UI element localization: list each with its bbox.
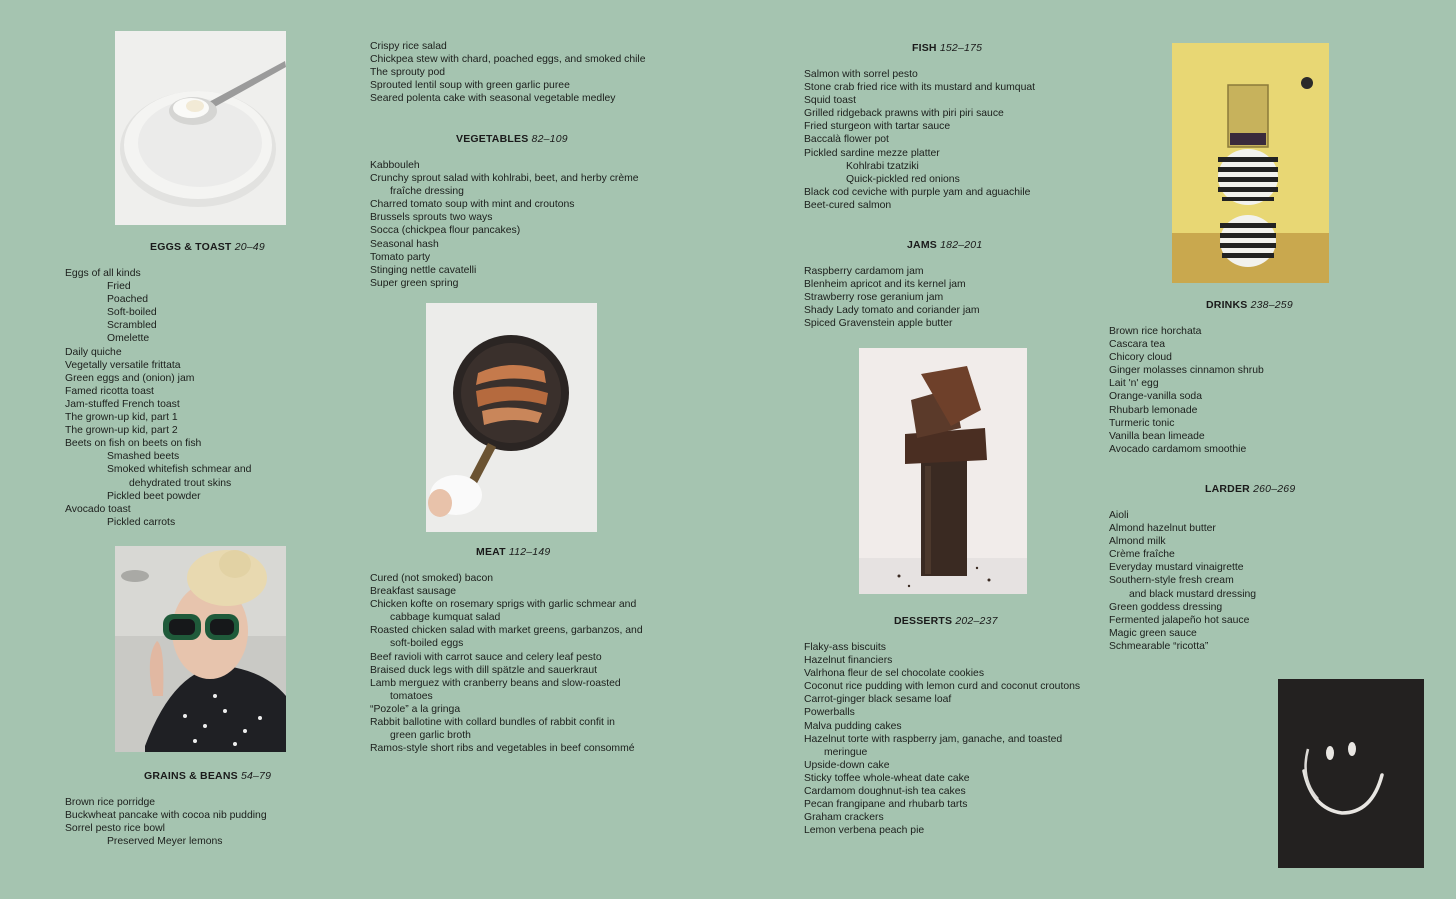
recipe-item: Stinging nettle cavatelli (370, 264, 477, 276)
recipe-item: Pickled sardine mezze platter (804, 147, 940, 159)
page-range: 238–259 (1250, 299, 1293, 311)
recipe-item: Raspberry cardamom jam (804, 266, 924, 277)
recipe-item: soft-boiled eggs (390, 638, 464, 650)
recipe-item: Carrot-ginger black sesame loaf (804, 694, 952, 706)
page-range: 82–109 (531, 133, 568, 145)
section-heading-fish (912, 42, 982, 54)
recipe-item: Southern-style fresh cream (1109, 575, 1234, 587)
recipe-list-jams (804, 265, 980, 330)
page-range: 112–149 (508, 546, 551, 558)
recipe-item: Hazelnut financiers (804, 655, 893, 667)
recipe-item: Fried (107, 281, 131, 293)
recipe-item: “Pozole” a la gringa (370, 703, 461, 715)
recipe-item: Ginger molasses cinnamon shrub (1109, 365, 1264, 377)
bacon-in-skillet-photo (426, 303, 597, 532)
recipe-item: Graham crackers (804, 812, 884, 824)
recipe-item: Stone crab fried rice with its mustard and kumquat (804, 82, 1036, 94)
recipe-item: Strawberry rose geranium jam (804, 292, 944, 304)
recipe-item: The grown-up kid, part 1 (65, 412, 178, 424)
page-range: 20–49 (234, 241, 265, 253)
recipe-item: tomatoes (390, 690, 433, 702)
recipe-item: Green eggs and (onion) jam (65, 372, 195, 384)
section-title: DESSERTS (894, 615, 953, 627)
recipe-item: Hazelnut torte with raspberry jam, ganache, and toasted (804, 733, 1063, 745)
section-title: FISH (912, 42, 937, 54)
recipe-item: Upside-down cake (804, 759, 890, 771)
page-range: 202–237 (955, 615, 998, 627)
recipe-list-drinks (1109, 325, 1264, 456)
recipe-item: Sprouted lentil soup with green garlic puree (370, 80, 570, 92)
recipe-item: green garlic broth (390, 730, 471, 742)
section-heading-jams (907, 239, 982, 251)
recipe-item: Rabbit ballotine with collard bundles of rabbit confit in (370, 717, 615, 729)
recipe-item: Cardamom doughnut-ish tea cakes (804, 786, 966, 798)
page-range: 260–269 (1253, 483, 1296, 495)
recipe-item: fraîche dressing (390, 186, 464, 198)
recipe-item: Jam-stuffed French toast (65, 398, 180, 410)
recipe-item: Flaky-ass biscuits (804, 642, 886, 653)
recipe-item: Scrambled (107, 320, 157, 332)
recipe-item: Famed ricotta toast (65, 385, 154, 397)
recipe-item: Blenheim apricot and its kernel jam (804, 279, 966, 291)
recipe-item: Spiced Gravenstein apple butter (804, 318, 953, 330)
recipe-item: Sticky toffee whole-wheat date cake (804, 772, 970, 784)
recipe-item: Omelette (107, 333, 150, 345)
recipe-list-grains-beans (65, 796, 267, 848)
recipe-item: Almond milk (1109, 536, 1166, 548)
recipe-item: Beet-cured salmon (804, 199, 892, 211)
page-range: 152–175 (939, 42, 983, 54)
section-title: MEAT (476, 546, 506, 558)
recipe-item: Salmon with sorrel pesto (804, 69, 918, 80)
recipe-item: Breakfast sausage (370, 586, 457, 598)
recipe-item: Crunchy sprout salad with kohlrabi, beet, and herby crème (370, 173, 639, 185)
section-heading-meat (476, 546, 550, 558)
recipe-item: Brown rice porridge (65, 797, 156, 808)
recipe-item: Powerballs (804, 707, 855, 719)
recipe-item: Tomato party (370, 251, 431, 263)
recipe-item: Buckwheat pancake with cocoa nib pudding (65, 810, 267, 822)
recipe-item: Braised duck legs with dill spätzle and sauerkraut (370, 664, 597, 676)
recipe-item: Poached (107, 294, 149, 306)
recipe-item: Avocado toast (65, 503, 131, 515)
plate-with-spoon-photo (115, 31, 286, 225)
recipe-item: Smashed beets (107, 451, 180, 463)
recipe-list-vegetables (370, 159, 639, 290)
recipe-item: Magic green sauce (1109, 627, 1197, 639)
section-heading-desserts (894, 615, 998, 627)
recipe-item: Kohlrabi tzatziki (846, 160, 919, 172)
recipe-item: Beef ravioli with carrot sauce and celery leaf pesto (370, 651, 602, 663)
recipe-item: Chickpea stew with chard, poached eggs, and smoked chile (370, 54, 646, 66)
page-range: 54–79 (240, 770, 272, 782)
recipe-item: Seared polenta cake with seasonal vegetable medley (370, 93, 616, 105)
recipe-item: meringue (824, 746, 868, 758)
recipe-item: The grown-up kid, part 2 (65, 425, 178, 437)
section-heading-larder (1205, 483, 1295, 495)
recipe-item: Grilled ridgeback prawns with piri piri sauce (804, 108, 1004, 120)
recipe-list-fish (804, 68, 1035, 212)
recipe-item: Quick-pickled red onions (846, 173, 960, 185)
recipe-list-larder (1109, 509, 1256, 653)
recipe-list-eggs-toast (65, 267, 251, 529)
section-heading-vegetables (456, 133, 568, 145)
recipe-list-grains-continued (370, 40, 646, 105)
recipe-item: Seasonal hash (370, 238, 439, 250)
recipe-item: Smoked whitefish schmear and (107, 464, 252, 476)
recipe-list-meat (370, 572, 643, 755)
recipe-item: Orange-vanilla soda (1109, 391, 1202, 403)
recipe-item: Eggs of all kinds (65, 268, 141, 279)
recipe-item: Chicken kofte on rosemary sprigs with garlic schmear and (370, 599, 637, 611)
recipe-item: Charred tomato soup with mint and croutons (370, 199, 575, 211)
recipe-item: Turmeric tonic (1109, 417, 1175, 429)
recipe-item: Brussels sprouts two ways (370, 212, 493, 224)
recipe-item: Schmearable “ricotta” (1109, 640, 1209, 652)
section-heading-eggs-toast (150, 241, 265, 253)
recipe-item: Coconut rice pudding with lemon curd and coconut croutons (804, 681, 1081, 693)
recipe-item: Cured (not smoked) bacon (370, 573, 494, 584)
section-title: GRAINS & BEANS (144, 770, 238, 782)
section-heading-drinks (1206, 299, 1293, 311)
section-title: LARDER (1205, 483, 1250, 495)
recipe-item: Valrhona fleur de sel chocolate cookies (804, 668, 985, 680)
recipe-item: Beets on fish on beets on fish (65, 438, 202, 450)
section-title: VEGETABLES (456, 133, 529, 145)
section-heading-grains-beans (144, 770, 271, 782)
recipe-item: Kabbouleh (370, 160, 420, 171)
recipe-item: Fermented jalapeño hot sauce (1109, 614, 1250, 626)
recipe-item: Lait 'n' egg (1109, 378, 1159, 390)
recipe-item: Crème fraîche (1109, 549, 1175, 561)
recipe-item: Fried sturgeon with tartar sauce (804, 121, 951, 133)
recipe-item: Lamb merguez with cranberry beans and slow-roasted (370, 677, 621, 689)
woman-with-sunglasses-photo (115, 546, 286, 752)
section-title: EGGS & TOAST (150, 241, 232, 253)
recipe-item: Lemon verbena peach pie (804, 825, 925, 837)
recipe-item: Almond hazelnut butter (1109, 523, 1216, 535)
recipe-item: Super green spring (370, 277, 459, 289)
recipe-item: Crispy rice salad (370, 41, 447, 52)
recipe-item: Soft-boiled (107, 307, 157, 319)
recipe-item: Malva pudding cakes (804, 720, 902, 732)
recipe-item: dehydrated trout skins (129, 477, 232, 489)
recipe-item: Avocado cardamom smoothie (1109, 443, 1247, 455)
recipe-item: Roasted chicken salad with market greens, garbanzos, and (370, 625, 643, 637)
recipe-item: Ramos-style short ribs and vegetables in beef consommé (370, 743, 635, 755)
recipe-item: Socca (chickpea flour pancakes) (370, 225, 521, 237)
recipe-item: Daily quiche (65, 346, 122, 358)
section-title: DRINKS (1206, 299, 1248, 311)
cream-smiley-face-photo (1278, 679, 1424, 868)
page-range: 182–201 (940, 239, 983, 251)
glass-on-striped-spheres-photo (1172, 43, 1329, 283)
recipe-list-desserts (804, 641, 1080, 837)
recipe-item: Black cod ceviche with purple yam and aguachile (804, 186, 1031, 198)
recipe-item: Preserved Meyer lemons (107, 836, 223, 848)
recipe-item: Baccalà flower pot (804, 134, 889, 146)
section-title: JAMS (907, 239, 937, 251)
recipe-item: Aioli (1109, 510, 1129, 521)
recipe-item: Vegetally versatile frittata (65, 359, 181, 371)
recipe-item: Rhubarb lemonade (1109, 404, 1198, 416)
recipe-item: Brown rice horchata (1109, 326, 1202, 337)
brownie-tower-photo (859, 348, 1027, 594)
recipe-item: Vanilla bean limeade (1109, 430, 1205, 442)
recipe-item: Pickled beet powder (107, 490, 201, 502)
recipe-item: Pecan frangipane and rhubarb tarts (804, 799, 968, 811)
recipe-item: The sprouty pod (370, 67, 446, 79)
recipe-item: and black mustard dressing (1129, 588, 1257, 600)
recipe-item: Pickled carrots (107, 516, 176, 528)
recipe-item: Sorrel pesto rice bowl (65, 823, 165, 835)
recipe-item: Chicory cloud (1109, 352, 1172, 364)
recipe-item: Shady Lady tomato and coriander jam (804, 305, 980, 317)
recipe-item: Cascara tea (1109, 339, 1166, 351)
recipe-item: cabbage kumquat salad (390, 612, 501, 624)
recipe-item: Squid toast (804, 95, 856, 107)
recipe-item: Everyday mustard vinaigrette (1109, 562, 1244, 574)
recipe-item: Green goddess dressing (1109, 601, 1223, 613)
